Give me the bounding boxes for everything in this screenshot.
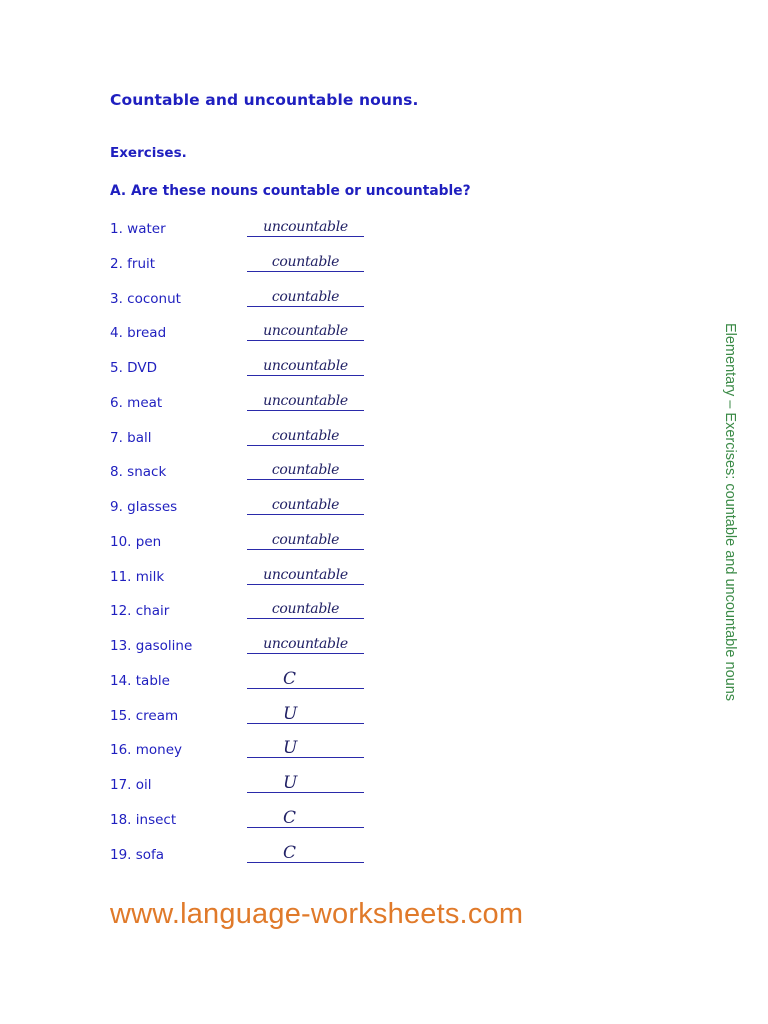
- item-label: 10. pen: [110, 533, 162, 550]
- list-item: [110, 703, 380, 738]
- list-item: [110, 807, 380, 842]
- list-item: [110, 251, 380, 286]
- answer-line[interactable]: [247, 392, 364, 411]
- answer-line[interactable]: [247, 738, 364, 759]
- item-label: 11. milk: [110, 568, 165, 585]
- list-item: [110, 598, 380, 633]
- answer-line[interactable]: [247, 703, 364, 724]
- list-item: [110, 633, 380, 668]
- answer-line[interactable]: [247, 773, 364, 793]
- handwritten-answer: uncountable: [263, 566, 348, 583]
- item-label: 14. table: [110, 672, 170, 689]
- list-item: [110, 529, 380, 564]
- answer-line[interactable]: [247, 358, 364, 376]
- handwritten-answer: uncountable: [263, 358, 348, 374]
- list-item: [110, 286, 380, 321]
- item-label: 5. DVD: [110, 360, 157, 376]
- handwritten-answer: C: [283, 807, 296, 828]
- answer-line[interactable]: [247, 288, 364, 307]
- answer-line[interactable]: [247, 636, 364, 654]
- handwritten-answer: countable: [271, 462, 340, 479]
- answer-line[interactable]: [247, 253, 364, 272]
- handwritten-answer: uncountable: [263, 323, 348, 340]
- answer-line[interactable]: [247, 807, 364, 828]
- answer-line[interactable]: [247, 668, 364, 689]
- item-label: 12. chair: [110, 603, 170, 620]
- handwritten-answer: U: [283, 773, 298, 793]
- handwritten-answer: countable: [271, 497, 340, 513]
- list-item: [110, 459, 380, 494]
- list-item: [110, 772, 380, 807]
- list-item: [110, 216, 380, 251]
- list-item: [110, 564, 380, 599]
- list-item: [110, 425, 380, 460]
- item-label: 15. cream: [110, 707, 179, 724]
- answer-line[interactable]: [247, 323, 364, 341]
- item-label: 8. snack: [110, 464, 167, 481]
- handwritten-answer: uncountable: [263, 392, 348, 409]
- list-item: [110, 842, 380, 877]
- handwritten-answer: countable: [271, 601, 340, 618]
- item-label: 17. oil: [110, 777, 152, 793]
- answer-line[interactable]: [247, 601, 364, 619]
- item-label: 1. water: [110, 221, 166, 237]
- handwritten-answer: C: [283, 842, 296, 863]
- item-label: 2. fruit: [110, 255, 156, 272]
- handwritten-answer: uncountable: [263, 636, 348, 652]
- item-label: 19. sofa: [110, 846, 165, 863]
- item-label: 16. money: [110, 742, 183, 759]
- list-item: [110, 494, 380, 529]
- answer-line[interactable]: [247, 219, 364, 237]
- answer-line[interactable]: [247, 531, 364, 550]
- list-item: [110, 390, 380, 425]
- item-label: 6. meat: [110, 394, 163, 411]
- handwritten-answer: countable: [271, 531, 340, 548]
- handwritten-answer: U: [283, 703, 298, 724]
- list-item: [110, 320, 380, 355]
- handwritten-answer: countable: [271, 253, 340, 270]
- list-item: [110, 355, 380, 390]
- item-label: 18. insect: [110, 811, 177, 828]
- exercises-subtitle: Exercises.: [110, 145, 187, 161]
- item-label: 3. coconut: [110, 290, 181, 307]
- answer-line[interactable]: [247, 842, 364, 863]
- item-label: 9. glasses: [110, 499, 178, 515]
- page-title: Countable and uncountable nouns.: [110, 91, 419, 109]
- list-item: [110, 668, 380, 703]
- item-label: 13. gasoline: [110, 638, 193, 654]
- item-label: 4. bread: [110, 325, 167, 342]
- list-item: [110, 737, 380, 772]
- answer-line[interactable]: [247, 566, 364, 585]
- handwritten-answer: countable: [271, 288, 340, 305]
- answer-line[interactable]: [247, 462, 364, 480]
- handwritten-answer: uncountable: [263, 219, 348, 235]
- vertical-side-label: Elementary – Exercises: countable and uncountable nouns: [722, 322, 738, 702]
- handwritten-answer: C: [283, 668, 296, 689]
- exercise-list: [110, 216, 380, 876]
- website-footer-link[interactable]: www.language-worksheets.com: [110, 898, 524, 930]
- section-a-heading: A. Are these nouns countable or uncountable?: [110, 183, 471, 199]
- handwritten-answer: countable: [271, 427, 340, 444]
- answer-line[interactable]: [247, 427, 364, 446]
- handwritten-answer: U: [283, 738, 298, 759]
- answer-line[interactable]: [247, 497, 364, 515]
- item-label: 7. ball: [110, 429, 152, 446]
